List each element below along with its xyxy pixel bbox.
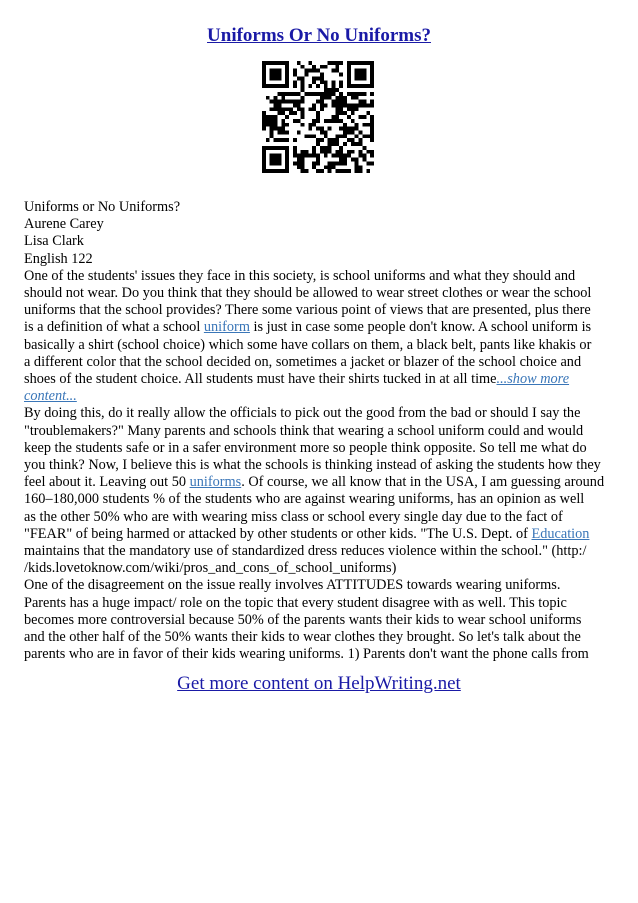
paragraph-1-line	[24, 319, 616, 336]
qr-code-icon	[262, 61, 374, 173]
uniforms-link[interactable]: uniforms	[189, 474, 242, 491]
paragraph-3-line: One of the disagreement on the issue really involves ATTITUDES towards wearing uniforms.	[24, 577, 561, 594]
paragraph-2-line: maintains that the mandatory use of standardized dress reduces violence within the school." (http:/	[24, 543, 587, 560]
show-more-link[interactable]: ...show more	[496, 371, 570, 388]
paragraph-1-line	[24, 371, 616, 388]
text-run: "FEAR" of being harmed or attacked by other students or other kids. "The U.S. Dept. of	[24, 525, 532, 542]
paragraph-2-line	[24, 526, 616, 543]
course-name: English 122	[24, 250, 93, 267]
paragraph-2-line	[24, 474, 616, 491]
paragraph-1-line: should not wear. Do you think that they should be allowed to wear street clothes or wear the school	[24, 285, 592, 302]
text-run: . Of course, we all know that in the USA, I am guessing around	[241, 474, 605, 491]
paragraph-3-line: becomes more controversial because 50% of the parents wants their kids to wear school uniforms	[24, 611, 582, 628]
paragraph-2-line: 160–180,000 students % of the students who are against wearing uniforms, has an opinion as well	[24, 491, 585, 508]
text-run: is a definition of what a school	[24, 319, 204, 336]
paragraph-1-line	[24, 388, 616, 405]
paragraph-1-line: One of the students' issues they face in this society, is school uniforms and what they should and	[24, 267, 576, 284]
paragraph-2-line: "troublemakers?" Many parents and schools think that wearing a school uniform could and would	[24, 422, 584, 439]
paragraph-2-line: keep the students safe or in a safer environment more so people think opposite. So tell me what do	[24, 439, 587, 456]
paragraph-2-line: you think? Now, I believe this is what the schools is thinking instead of asking the students how they	[24, 457, 601, 474]
text-run: feel about it. Leaving out 50	[24, 474, 190, 491]
show-more-link-continued[interactable]: content...	[24, 388, 77, 405]
education-link[interactable]: Education	[531, 525, 590, 542]
instructor-name: Lisa Clark	[24, 233, 84, 250]
text-run: is just in case some people don't know. A school uniform is	[249, 319, 592, 336]
paragraph-1-line: a different color that the school decided on, sometimes a jacket or blazer of the school choice and	[24, 353, 582, 370]
document-title-link[interactable]: Uniforms Or No Uniforms?	[207, 25, 431, 46]
paragraph-3-line: and the other half of the 50% wants their kids to wear clothes they brought. So let's talk about the	[24, 629, 581, 646]
helpwriting-footer-link[interactable]: Get more content on HelpWriting.net	[177, 673, 461, 694]
paragraph-2-line: as the other 50% who are with wearing miss class or school every single day due to the fact of	[24, 508, 563, 525]
uniform-link[interactable]: uniform	[203, 319, 250, 336]
doc-heading: Uniforms or No Uniforms?	[24, 199, 181, 215]
document-body	[24, 199, 616, 663]
author-name: Aurene Carey	[24, 216, 104, 233]
paragraph-2-line: By doing this, do it really allow the officials to pick out the good from the bad or should I say the	[24, 405, 581, 422]
paragraph-3-line: Parents has a huge impact/ role on the topic that every student disagree with as well. This topic	[24, 594, 567, 611]
paragraph-2-line: /kids.lovetoknow.com/wiki/pros_and_cons_of_school_uniforms)	[24, 560, 397, 577]
paragraph-3-line: parents who are in favor of their kids wearing uniforms. 1) Parents don't want the phone calls from	[24, 646, 589, 663]
text-run: shoes of the student choice. All students must have their shirts tucked in at all time	[24, 371, 497, 388]
paragraph-1-line: uniforms that the school provides? There some various point of views that are presented, plus there	[24, 302, 591, 319]
paragraph-1-line: basically a shirt (school choice) which some have collars on them, a black belt, pants like khakis or	[24, 336, 592, 353]
